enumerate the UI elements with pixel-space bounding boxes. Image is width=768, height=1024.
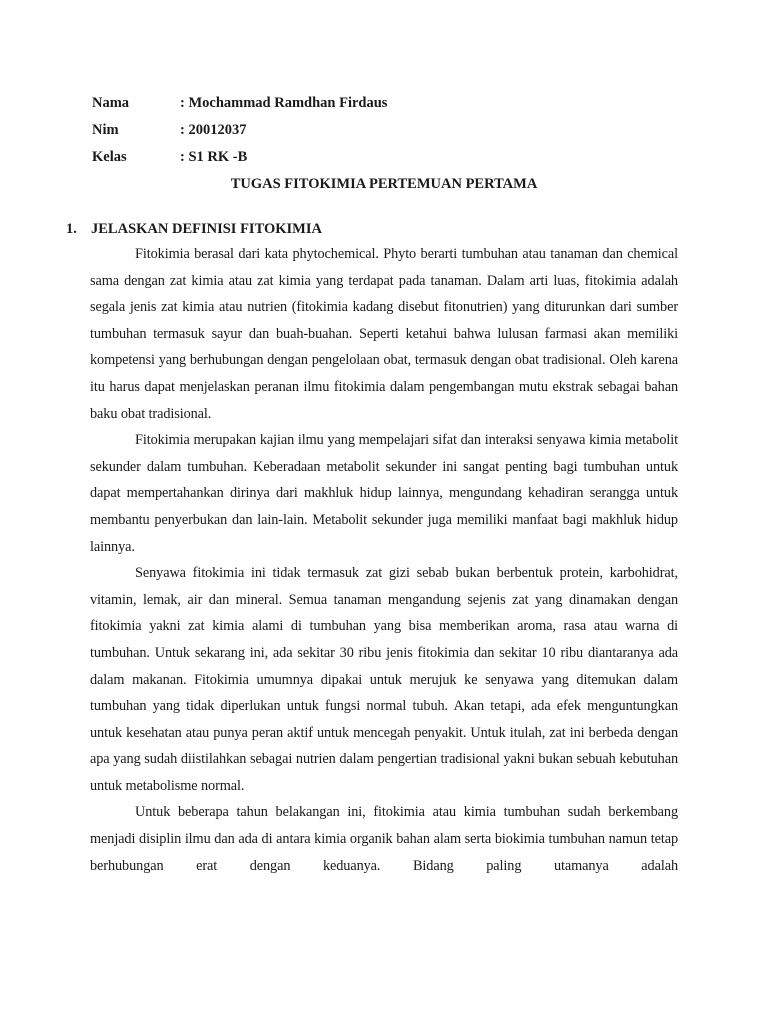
name-value: : Mochammad Ramdhan Firdaus (180, 95, 388, 111)
paragraph-4: Untuk beberapa tahun belakangan ini, fitokimia atau kimia tumbuhan sudah berkembang menjadi disiplin ilmu dan ada di antara kimia organik bahan alam serta biokimia tumbuhan namun tetap berhubungan erat dengan keduanya. Bidang paling utamanya adalah (90, 804, 678, 874)
kelas-label: Kelas (92, 149, 127, 165)
section-body (90, 241, 678, 879)
name-label: Nama (92, 95, 130, 111)
kelas-value: : S1 RK -B (180, 149, 248, 165)
document-title: TUGAS FITOKIMIA PERTEMUAN PERTAMA (230, 176, 538, 192)
nim-label: Nim (92, 122, 119, 138)
section-number: 1. (66, 221, 77, 237)
paragraph-2: Fitokimia merupakan kajian ilmu yang mempelajari sifat dan interaksi senyawa kimia metabolit sekunder dalam tumbuhan. Keberadaan metabolit sekunder ini sangat penting bagi tumbuhan untuk dapat mempertahankan dirinya dari makhluk hidup lainnya, mengundang kehadiran serangga untuk membantu penyerbukan dan lain-lain. Metabolit sekunder juga memiliki manfaat bagi makhluk hidup lainnya. (90, 432, 678, 555)
section-heading-text: JELASKAN DEFINISI FITOKIMIA (91, 221, 322, 237)
paragraph-3: Senyawa fitokimia ini tidak termasuk zat gizi sebab bukan berbentuk protein, karbohidrat, vitamin, lemak, air dan mineral. Semua tanaman mengandung sejenis zat yang dinamakan dengan fitokimia yakni zat kimia alami di tumbuhan yang bisa memberikan aroma, rasa atau warna di tumbuhan. Untuk sekarang ini, ada sekitar 30 ribu jenis fitokimia dan sekitar 10 ribu diantaranya ada dalam makanan. Fitokimia umumnya dipakai untuk merujuk ke senyawa yang ditemukan dalam tumbuhan yang tidak diperlukan untuk fungsi normal tubuh. Akan tetapi, ada efek menguntungkan untuk kesehatan atau punya peran aktif untuk mencegah penyakit. Untuk itulah, zat ini berbeda dengan apa yang sudah diistilahkan sebagai nutrien dalam pengertian tradisional yakni bukan sebuah kebutuhan untuk metabolisme normal. (90, 565, 678, 794)
section-heading (66, 220, 322, 238)
nim-value: : 20012037 (180, 122, 247, 138)
paragraph-1: Fitokimia berasal dari kata phytochemical. Phyto berarti tumbuhan atau tanaman dan chemical sama dengan zat kimia atau zat kimia yang terdapat pada tanaman. Dalam arti luas, fitokimia adalah segala jenis zat kimia atau nutrien (fitokimia kadang disebut fitonutrien) yang diturunkan dari sumber tumbuhan termasuk sayur dan buah-buahan. Seperti ketahui bahwa lulusan farmasi akan memiliki kompetensi yang berhubungan dengan pengelolaan obat, termasuk dengan obat tradisional. Oleh karena itu harus dapat menjelaskan peranan ilmu fitokimia dalam pengembangan mutu ekstrak sebagai bahan baku obat tradisional. (90, 246, 678, 422)
